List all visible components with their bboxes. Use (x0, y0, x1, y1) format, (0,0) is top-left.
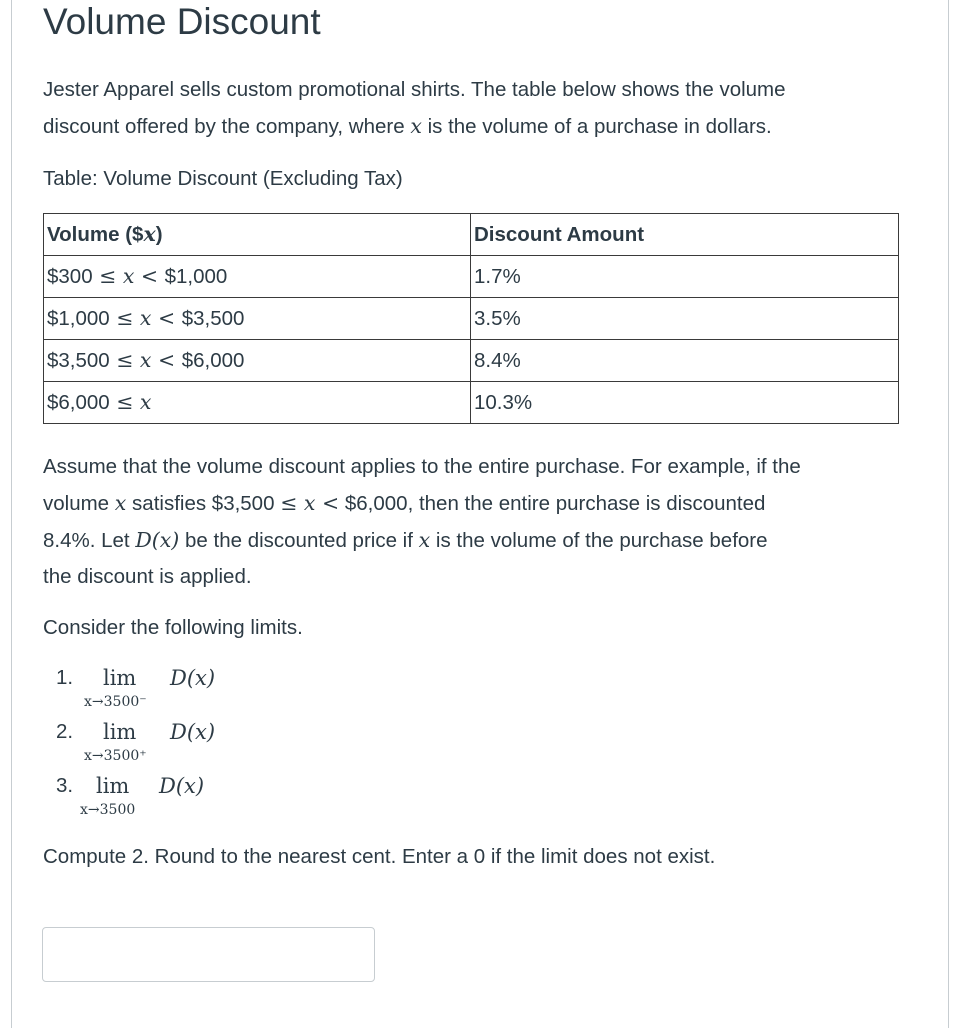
discount-cell: 3.5% (471, 298, 899, 340)
limit-subscript: x→3500 (80, 802, 136, 818)
assume-var: x (418, 528, 431, 552)
discount-cell: 8.4% (471, 340, 899, 382)
assume-text: 8.4%. Let (43, 529, 136, 552)
limit-word: lim (103, 720, 137, 744)
assume-text: be the discounted price if (179, 529, 419, 552)
table-caption: Table: Volume Discount (Excluding Tax) (43, 167, 403, 190)
assumption-paragraph (43, 449, 801, 595)
limit-word: lim (96, 774, 130, 798)
volume-range-cell: $6,000 ≤ x (44, 382, 471, 424)
limit-function: D(x) (170, 720, 216, 744)
volume-discount-table (43, 213, 899, 424)
table-row (44, 382, 899, 424)
limit-number: 3. (56, 774, 74, 797)
consider-text: Consider the following limits. (43, 616, 303, 639)
assume-op: < (321, 491, 340, 515)
table-header-row (44, 214, 899, 256)
assume-var: x (114, 491, 127, 515)
assume-text: $6,000, then the entire purchase is discounted (339, 492, 766, 515)
intro-line-2b: is the volume of a purchase in dollars. (421, 115, 772, 138)
limit-function: D(x) (170, 666, 216, 690)
limit-subscript: x→3500⁻ (84, 694, 147, 710)
limit-subscript: x→3500⁺ (84, 748, 147, 764)
intro-line-2a: discount offered by the company, where (43, 115, 411, 138)
table-row (44, 298, 899, 340)
header-volume: Volume ($x) (44, 214, 471, 256)
limit-number: 1. (56, 666, 74, 689)
table-row (44, 256, 899, 298)
volume-range-cell: $3,500 ≤ x < $6,000 (44, 340, 471, 382)
limit-word: lim (103, 666, 137, 690)
discount-cell: 10.3% (471, 382, 899, 424)
assume-var: x (297, 491, 322, 515)
limit-number: 2. (56, 720, 74, 743)
assume-function: D(x) (135, 528, 180, 552)
page-title: Volume Discount (43, 1, 321, 42)
intro-paragraph (43, 72, 786, 145)
assume-text: is the volume of the purchase before (430, 529, 768, 552)
discount-cell: 1.7% (471, 256, 899, 298)
table-row (44, 340, 899, 382)
intro-line-1: Jester Apparel sells custom promotional shirts. The table below shows the volume (43, 78, 786, 101)
assume-text: satisfies $3,500 (126, 492, 281, 515)
assume-line-4: the discount is applied. (43, 565, 252, 588)
instruction-text: Compute 2. Round to the nearest cent. Enter a 0 if the limit does not exist. (43, 845, 716, 868)
assume-op: ≤ (280, 491, 298, 515)
intro-variable: x (410, 114, 422, 138)
header-discount: Discount Amount (471, 214, 899, 256)
assume-line-1: Assume that the volume discount applies to the entire purchase. For example, if the (43, 455, 801, 478)
volume-range-cell: $300 ≤ x < $1,000 (44, 256, 471, 298)
answer-input[interactable] (42, 927, 375, 982)
assume-text: volume (43, 492, 115, 515)
limit-function: D(x) (159, 774, 205, 798)
volume-range-cell: $1,000 ≤ x < $3,500 (44, 298, 471, 340)
